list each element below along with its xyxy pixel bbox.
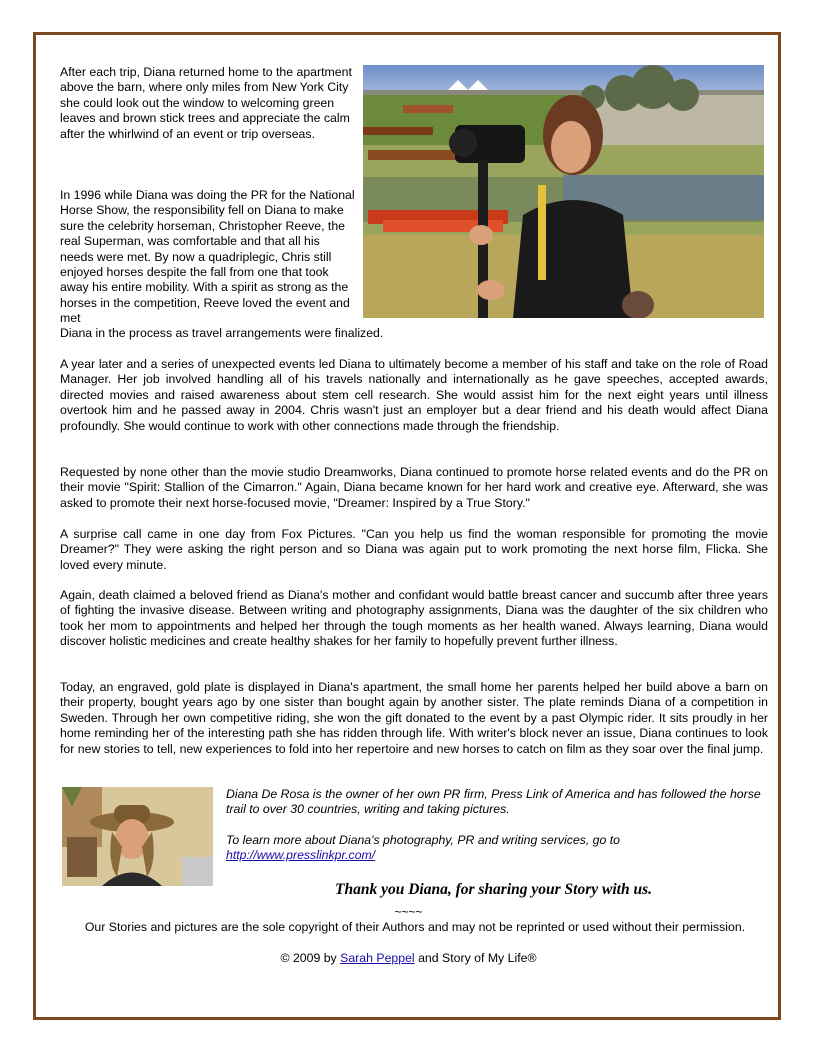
thanks-heading: Thank you Diana, for sharing your Story with us. — [335, 881, 652, 898]
paragraph-6: Again, death claimed a beloved friend as Diana's mother and confidant would battle breast cancer and succumb after three years of fighting the invasive disease. Between writing and photography assignments, Diana was the daughter of the six children who took her mom to appointments and helped her through the tough moments as her health waned. Always learning, Diana would discover holistic medicines and create healthy shakes for her family to hopefully prevent further illness. — [60, 588, 768, 649]
website-link[interactable]: http://www.presslinkpr.com/ — [226, 848, 376, 863]
credit-suffix: and Story of My Life® — [418, 951, 537, 965]
author-learn-more — [226, 833, 774, 864]
paragraph-2: In 1996 while Diana was doing the PR for the National Horse Show, the responsibility fell on Diana to make sure the celebrity horseman, Christopher Reeve, the real Superman, was comfortable and that all his needs were met. By now a quadriplegic, Chris still enjoyed horses despite the fall from one that took away his entire mobility. With a spirit as strong as the horses in the competition, Reeve loved the event and met — [60, 188, 355, 326]
paragraph-7: Today, an engraved, gold plate is displayed in Diana's apartment, the small home her parents helped her build above a barn on their property, bought years ago by one sister than bought again by another sister. The plate reminds Diana of a competition in Sweden. Through her own competitive riding, she won the gift donated to the event by a past Olympic rider. It sits proudly in her home reminding her of the interesting path she has ridden through life. With writer's block never an issue, Diana continues to look for new stories to tell, new experiences to fold into her repertoire and new horses to catch on film as they soar over the final jump. — [60, 680, 768, 756]
author-name-link[interactable]: Sarah Peppel — [340, 951, 415, 965]
credit-line — [0, 951, 817, 965]
paragraph-3: A year later and a series of unexpected events led Diana to ultimately become a member of his staff and take on the role of Road Manager. Her job involved handling all of his travels nationally and internationally as he gave speeches, accepted awards, directed movies and raised awareness about stem cell research. She would assist him for the next eight years until illness overtook him and he passed away in 2004. Chris wasn't just an employer but a dear friend and his death would affect Diana profoundly. She would continue to work with other connections made through the friendship. — [60, 357, 768, 433]
photographer-photo — [363, 65, 764, 318]
paragraph-4: Requested by none other than the movie studio Dreamworks, Diana continued to promote horse related events and do the PR on their movie "Spirit: Stallion of the Cimarron." Again, Diana became known for her hard work and creative eye. Afterward, she was asked to promote their next horse-focused movie, "Dreamer: Inspired by a True Story." — [60, 465, 768, 510]
credit-prefix: © 2009 by — [280, 951, 337, 965]
copyright-notice: Our Stories and pictures are the sole copyright of their Authors and may not be reprinted or used without their permission. — [84, 920, 746, 934]
paragraph-5: A surprise call came in one day from Fox Pictures. "Can you help us find the woman responsible for promoting the movie Dreamer?" They were asking the right person and so Diana was again put to work promoting the next horse film, Flicka. She loved every minute. — [60, 527, 768, 572]
paragraph-1: After each trip, Diana returned home to the apartment above the barn, where only miles from New York City she could look out the window to welcoming green leaves and brown stick trees and appreciate the calm after the whirlwind of an event or trip overseas. — [60, 65, 352, 141]
paragraph-2-end: Diana in the process as travel arrangements were finalized. — [60, 326, 384, 340]
learn-more-text: To learn more about Diana's photography, PR and writing services, go to — [226, 833, 621, 847]
divider-tilde: ~~~~ — [394, 905, 423, 919]
author-photo — [62, 787, 213, 886]
author-bio: Diana De Rosa is the owner of her own PR firm, Press Link of America and has followed the horse trail to over 30 countries, writing and taking pictures. — [226, 787, 761, 817]
